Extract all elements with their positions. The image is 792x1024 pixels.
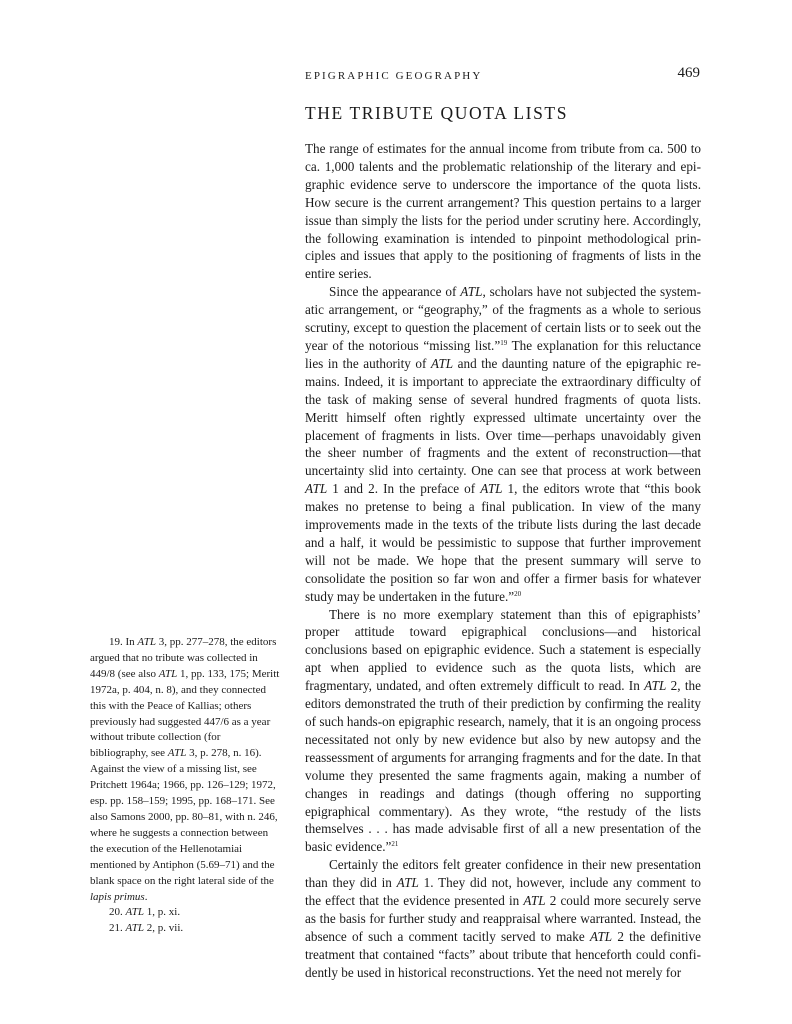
section-title: THE TRIBUTE QUOTA LISTS	[305, 103, 569, 123]
margin-footnotes	[90, 635, 280, 937]
running-head: EPIGRAPHIC GEOGRAPHY	[305, 70, 483, 82]
footnote: 20. ATL 1, p. xi.	[109, 906, 181, 919]
body-paragraph: There is no more exemplary statement than this of epigraphists’ proper attitude toward epigraphical conclusions—and historical conclusions based on epigraphic evidence. Such a statement is especially apt when applied to evidence such as the quota lists, which are fragmentary, undated, and often extremely difficult to read. In ATL 2, the editors demonstrated the truth of their prediction by confirming the reality of such hands-on epigraphic research, namely, that it is an ongoing process necessitated not only by new evidence but also by new autopsy and the reassessment of arguments for arranging fragments and for the date. In that volume they presented the same fragments again, making a number of changes in readings and datings (though offering no supporting epigraphical commentary). As they wrote, “the restudy of the lists themselves . . . has made advisable first of all a new presentation of the basic evidence.”$^{21}$	[305, 606, 701, 855]
body-paragraph: Since the appearance of ATL, scholars have not subjected the systematic arrangement, or “geography,” of the fragments as a whole to serious scrutiny, except to question the placement of certain lists or to seek out the year of the notorious “missing list.”$^{19}$ The explanation for this reluctance lies in the authority of ATL and the daunting nature of the epigraphic remains. Indeed, it is important to appreciate the extraordinary difficulty of the task of making sense of several hundred fragments of quota lists. Meritt himself often rightly expressed ultimate uncertainty over the placement of fragments in lists. Over time—perhaps unavoidably given the sheer number of fragments and the extent of reconstruction—that uncertainty slid into certainty. One can see that process at work between ATL 1 and 2. In the preface of ATL 1, the editors wrote that “this book makes no pretense to being a final publication. In view of the many improvements made in the texts of the tribute lists during the last decade and a half, it would be pessimistic to suppose that further improvement will not be made. We hope that the present summary will serve to consolidate the position so far won and offer a firmer basis for whatever study may be undertaken in the future.”$^{20}$	[305, 284, 701, 604]
body-paragraph: Certainly the editors felt greater confidence in their new presentation than they did in ATL 1. They did not, however, include any comment to the effect that the evidence presented in ATL 2 could more securely serve as the basis for further study and reappraisal where warranted. Instead, the absence of such a comment tacitly served to make ATL 2 the definitive treatment that contained “facts” about tribute that henceforth could confidently be used in historical reconstructions. Yet the need not merely for	[305, 857, 701, 980]
footnote: 21. ATL 2, p. vii.	[109, 922, 184, 935]
footnote: 19. In ATL 3, pp. 277–278, the editors argued that no tribute was collected in 449/8 (see also ATL 1, pp. 133, 175; Meritt 1972a, p. 404, n. 8), and they connected this with the Peace of Kallias; others previously had suggested 447/6 as a year without tribute collection (for bibliography, see ATL 3, p. 278, n. 16). Against the view of a missing list, see Pritchett 1964a; 1966, pp. 126–129; 1972, esp. pp. 158–159; 1995, pp. 168–171. See also Samons 2000, pp. 80–81, with n. 246, where he suggests a connection between the execution of the Hellenotamiai mentioned by Antiphon (5.69–71) and the blank space on the right lateral side of the lapis primus.	[90, 636, 280, 903]
page-number: 469	[677, 65, 700, 81]
body-paragraph: The range of estimates for the annual income from tribute from ca. 500 to ca. 1,000 talents and the problematic relationship of the literary and epigraphic evidence serve to underscore the importance of the quota lists. How secure is the current arrangement? This question pertains to a larger issue than simply the lists for the period under scrutiny here. Accordingly, the following examination is intended to pinpoint methodological principles and issues that apply to the positioning of fragments of lists in the entire series.	[305, 141, 701, 282]
main-text	[305, 140, 701, 982]
